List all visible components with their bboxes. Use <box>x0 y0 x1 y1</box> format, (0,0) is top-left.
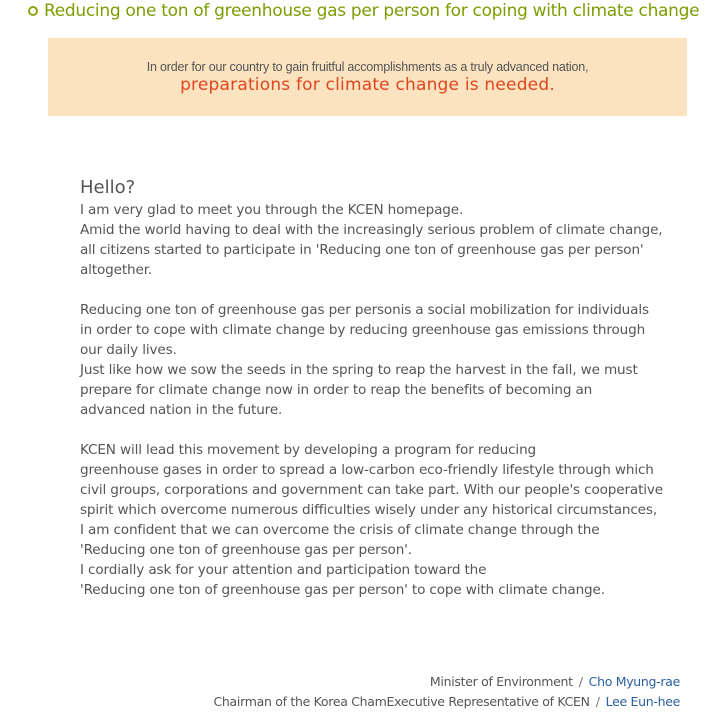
signature-role: Chairman of the Korea ChamExecutive Representative of KCEN <box>213 694 590 709</box>
body-line: civil groups, corporations and government can take part. With our people's cooperative <box>80 482 664 498</box>
paragraph-gap <box>80 420 680 440</box>
body-line: our daily lives. <box>80 342 177 358</box>
body-line: prepare for climate change now in order to reap the benefits of becoming an <box>80 382 593 398</box>
paragraph-gap <box>80 280 680 300</box>
body-line: 'Reducing one ton of greenhouse gas per person'. <box>80 542 412 558</box>
signature-separator: / <box>595 694 600 709</box>
body-line: I cordially ask for your attention and participation toward the <box>80 562 487 578</box>
body-line: Just like how we sow the seeds in the spring to reap the harvest in the fall, we must <box>80 362 638 378</box>
body-line: I am very glad to meet you through the KCEN homepage. <box>80 202 464 218</box>
greeting-heading: Hello? <box>80 177 136 198</box>
signature-name: Lee Eun-hee <box>605 694 680 709</box>
message-body <box>80 200 680 600</box>
body-line: all citizens started to participate in 'Reducing one ton of greenhouse gas per person' <box>80 242 644 258</box>
body-line: 'Reducing one ton of greenhouse gas per person' to cope with climate change. <box>80 582 605 598</box>
body-line: Reducing one ton of greenhouse gas per personis a social mobilization for individuals <box>80 302 649 318</box>
signature-chairman <box>214 694 681 709</box>
body-line: advanced nation in the future. <box>80 402 283 418</box>
banner-headline: preparations for climate change is needed. <box>180 75 555 95</box>
signature-role: Minister of Environment <box>429 674 573 689</box>
signature-name: Cho Myung-rae <box>588 674 680 689</box>
intro-banner <box>48 38 687 116</box>
circle-bullet-icon <box>28 6 38 16</box>
body-line: greenhouse gases in order to spread a low-carbon eco-friendly lifestyle through which <box>80 462 654 478</box>
body-line: Amid the world having to deal with the increasingly serious problem of climate change, <box>80 222 663 238</box>
body-line: KCEN will lead this movement by developing a program for reducing <box>80 442 537 458</box>
banner-subtitle: In order for our country to gain fruitful accomplishments as a truly advanced nation, <box>146 60 589 74</box>
page-title-row <box>28 0 699 22</box>
page-title: Reducing one ton of greenhouse gas per person for coping with climate change <box>44 1 700 21</box>
signature-minister <box>430 674 680 689</box>
body-line: in order to cope with climate change by reducing greenhouse gas emissions through <box>80 322 646 338</box>
body-line: I am confident that we can overcome the crisis of climate change through the <box>80 522 600 538</box>
body-line: spirit which overcome numerous difficulties wisely under any historical circumstances, <box>80 502 658 518</box>
signature-separator: / <box>578 674 583 689</box>
body-line: altogether. <box>80 262 153 278</box>
